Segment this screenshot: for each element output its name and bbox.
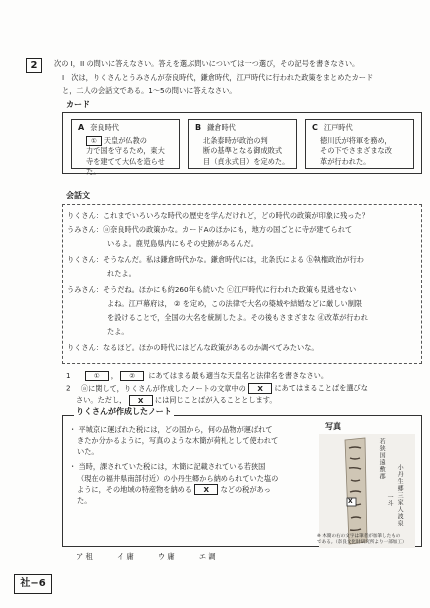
photo-caption: 小丹生郷三家人波泉 (396, 464, 404, 527)
subquestion-text: にあてはまることばを選びな (274, 383, 368, 393)
card-letter: C (312, 123, 318, 132)
photo-credit-line: である。（奈良文化財研究所より一部加工） (317, 539, 407, 545)
dialogue-line: りくさん：そうなんだ。私は鎌倉時代かな。鎌倉時代には，北条氏による ⓑ執権政治が行わ (67, 255, 364, 264)
card-text: 革が行われた。 (320, 156, 371, 166)
choice-i: イ 庸 (116, 552, 134, 561)
subquestion-text: にあてはまる最も適当な天皇名と法律名を書きなさい。 (148, 371, 329, 380)
answer-box-x: X (194, 484, 218, 495)
note-text-segment: などの税があっ (220, 484, 271, 494)
page-footer-label: 社−6 (14, 574, 52, 594)
dialogue-box (62, 204, 422, 364)
answer-box-1: ① (86, 136, 102, 146)
answer-box-x: X (248, 383, 272, 394)
note-label: りくさんが作成したノート (76, 407, 172, 416)
choice-a: ア 租 (76, 552, 93, 561)
note-box (62, 415, 422, 547)
card-text: 寺を建てて大仏を造らせた。 (86, 156, 165, 177)
subquestion-number: 1 (66, 371, 71, 380)
answer-box-2: ② (120, 371, 144, 381)
answer-box-x: X (129, 395, 153, 406)
subquestion-text: ⓐに関して，りくさんが作成したノートの文章中の (80, 383, 246, 393)
card-text: 目（貞永式目）を定めた。 (203, 156, 290, 166)
subquestion-text: さい。ただし， (76, 395, 127, 405)
wooden-tablet-photo (319, 434, 415, 548)
dialogue-line: いるよ。鹿児島県内にもその史跡があるんだ。 (107, 239, 258, 248)
photo-label: 写真 (325, 422, 341, 431)
card-era: 奈良時代 (90, 123, 119, 132)
dialogue-line: うみさん：ⓐ奈良時代の政策かな。カードAのほかにも，地方の国ごとに寺が建てられて (67, 225, 353, 234)
card-text: 断の基準となる御成敗式 (203, 146, 283, 156)
choice-e: エ 調 (198, 552, 216, 561)
subquestion-2 (66, 383, 368, 394)
dialogue-line: を設けることで，全国の大名を統制したよ。その後もさまざまな ⓓ改革が行われ (107, 313, 368, 322)
card-era: 江戸時代 (323, 123, 353, 132)
note-text (69, 424, 307, 506)
cards-box (62, 112, 422, 177)
photo-box-x: X (348, 498, 353, 505)
subquestion-text: には同じことばが入ることとします。 (154, 395, 277, 405)
photo-credit-line: ※ 木簡の右の文字は筆者が加筆したもの (317, 534, 401, 539)
dialogue-line: りくさん：これまでいろいろな時代の歴史を学んだけれど，どの時代の政策が印象に残った？ (67, 211, 369, 220)
note-line: ・ 当時，課されていた税には，木簡に記載されている若狭国 (69, 462, 266, 472)
card-text: その下でさまざまな改 (320, 146, 392, 156)
card-era: 鎌倉時代 (207, 123, 236, 132)
note-line: （現在の福井県南部付近）の小丹生郷から納められていた塩の (77, 473, 279, 483)
dialogue-line: よね。江戸幕府は， ② を定め，この法律で大名の築城や結婚などに厳しい制限 (107, 299, 363, 308)
dialogue-line: たよ。 (107, 327, 129, 336)
card-text: 徳川氏が将軍を務め， (320, 135, 392, 145)
dialogue-line: れたよ。 (107, 269, 136, 278)
card-text: 北条泰時が政治の判 (203, 135, 268, 145)
photo-caption: 若狭国遠敷郡 (378, 438, 386, 480)
dialogue-label: 会話文 (66, 191, 90, 200)
answer-box-1: ① (85, 371, 109, 381)
answer-choices (76, 552, 316, 562)
question-number: 2 (26, 58, 42, 73)
subquestion-2-cont (76, 395, 277, 406)
cards-label: カード (66, 100, 90, 109)
note-line: いた。 (77, 447, 99, 457)
card-c (305, 119, 414, 169)
card-b (188, 119, 297, 169)
subquestion-number: 2 (66, 383, 71, 393)
card-a (71, 119, 180, 177)
photo-caption: 一斗 (386, 494, 394, 506)
note-line: きたか分かるように，写真のような木簡が荷札として使われて (77, 436, 279, 446)
note-text-segment: ように，その地域の特産物を納める (77, 484, 193, 494)
question-intro-line1: 次の I，II の問いに答えなさい。答えを選ぶ問いについては一つ選び，その記号を書きなさい。 (54, 59, 360, 68)
question-intro-line3: と，二人の会話文である。1～5の問いに答えなさい。 (62, 86, 237, 95)
card-letter: B (195, 123, 202, 132)
note-line (69, 484, 307, 496)
subquestion-1: 1 ① ， ② にあてはまる最も適当な天皇名と法律名を書きなさい。 (66, 371, 329, 380)
choice-u: ウ 庸 (157, 552, 175, 561)
photo-credit (317, 534, 417, 545)
dialogue-line: うみさん：そうだね。ほかにも約260年も続いた ⓒ江戸時代に行われた政策も見逃せない (67, 285, 357, 294)
dialogue-line: りくさん：なるほど。ほかの時代にはどんな政策があるのか調べてみたいな。 (67, 343, 319, 352)
card-text: 天皇が仏教の (103, 135, 147, 145)
card-text: 力で国を守るため，東大 (86, 146, 165, 156)
card-letter: A (78, 123, 85, 132)
note-line: た。 (77, 496, 92, 506)
note-line: ・ 平城京に運ばれた税には，どの国から，何の品物が運ばれて (69, 425, 273, 434)
question-intro-line2: I 次は，りくさんとうみさんが奈良時代，鎌倉時代，江戸時代に行われた政策をまとめたカード (62, 73, 374, 82)
